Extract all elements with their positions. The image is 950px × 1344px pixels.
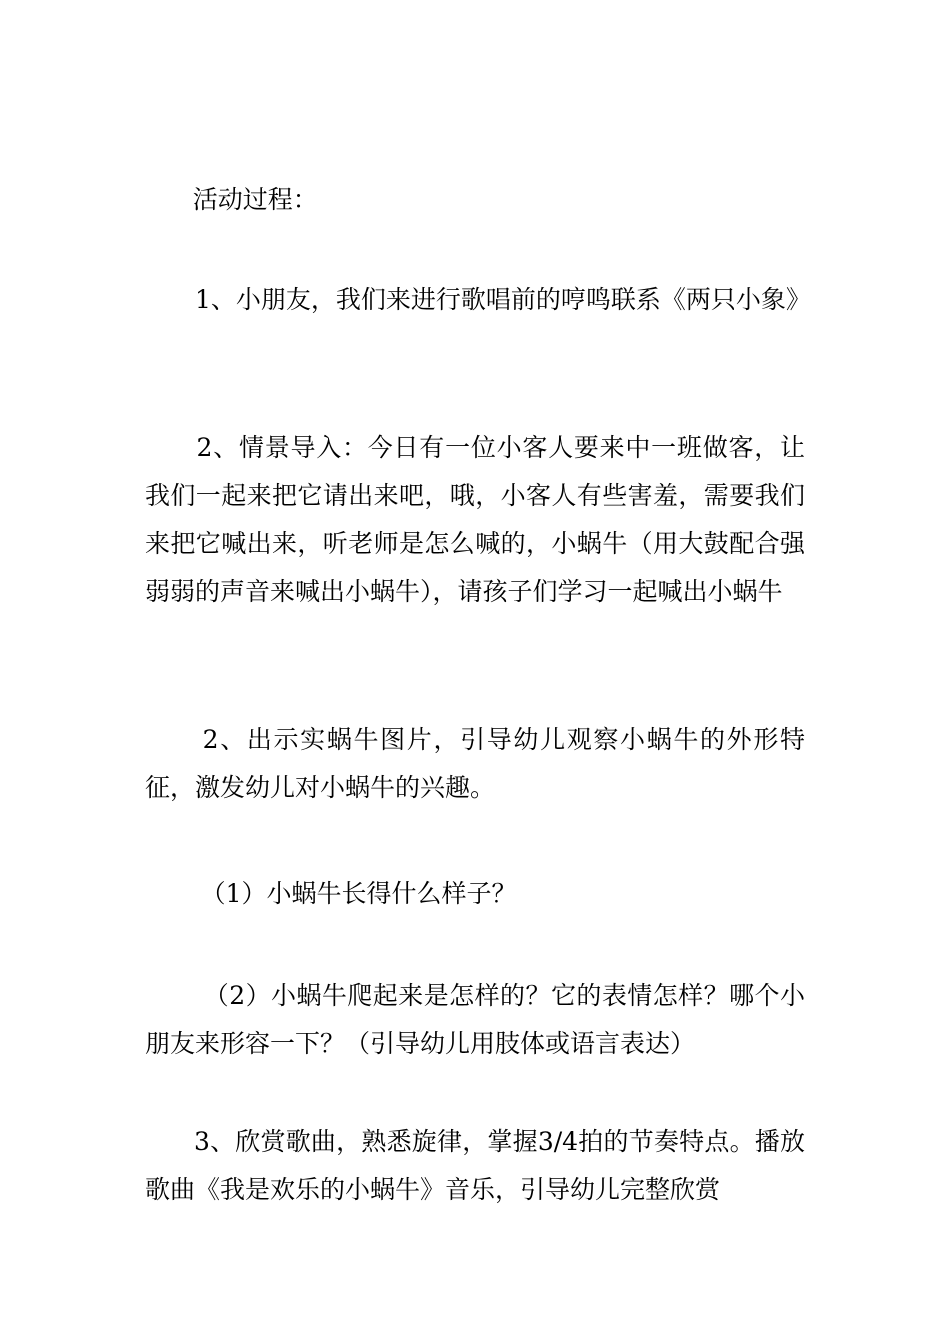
paragraph-step-2-observe bbox=[145, 716, 805, 812]
paragraph-question-1 bbox=[145, 870, 805, 918]
section-heading bbox=[145, 176, 805, 224]
paragraph-step-2-intro bbox=[145, 424, 805, 616]
paragraph-text: 3、欣赏歌曲，熟悉旋律，掌握3/4拍的节奏特点。播放歌曲《我是欢乐的小蜗牛》音乐，引导幼儿完整欣赏 bbox=[145, 1127, 805, 1204]
paragraph-text: （2）小蜗牛爬起来是怎样的？它的表情怎样？哪个小朋友来形容一下？（引导幼儿用肢体或语言表达） bbox=[145, 981, 805, 1058]
paragraph-text: 2、出示实蜗牛图片，引导幼儿观察小蜗牛的外形特征，激发幼儿对小蜗牛的兴趣。 bbox=[145, 725, 805, 802]
paragraph-text: （1）小蜗牛长得什么样子？ bbox=[145, 879, 517, 908]
paragraph-text: 2、情景导入：今日有一位小客人要来中一班做客，让我们一起来把它请出来吧，哦，小客人有些害羞，需要我们来把它喊出来，听老师是怎么喊的，小蜗牛（用大鼓配合强弱弱的声音来喊出小蜗牛），请孩子们学习一起喊出小蜗牛 bbox=[145, 433, 805, 606]
paragraph-step-1 bbox=[145, 276, 811, 324]
paragraph-step-3 bbox=[145, 1118, 805, 1214]
paragraph-question-2 bbox=[145, 972, 805, 1068]
paragraph-text: 活动过程： bbox=[145, 185, 318, 214]
paragraph-text: 1、小朋友，我们来进行歌唱前的哼鸣联系《两只小象》 bbox=[145, 285, 811, 314]
